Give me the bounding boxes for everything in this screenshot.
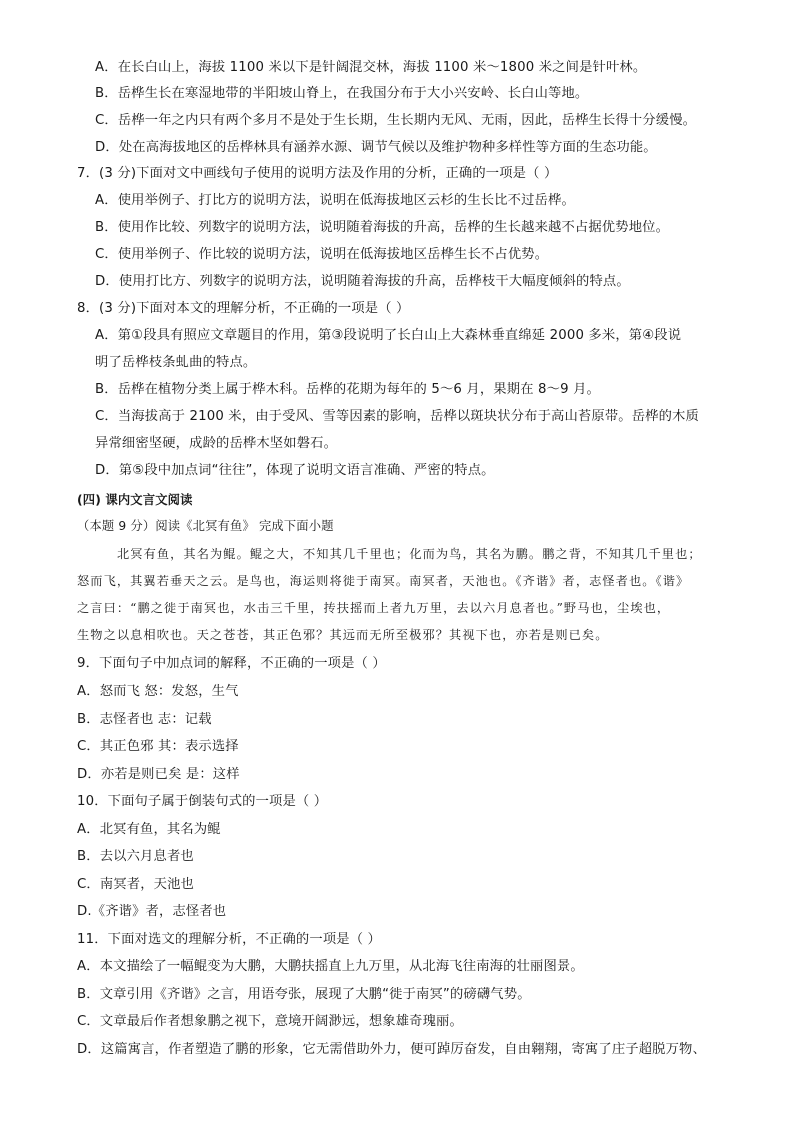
- q6-option-b: B．岳桦生长在寒湿地带的半阳坡山脊上，在我国分布于大小兴安岭、长白山等地。: [95, 86, 589, 101]
- q8-option-a: A．第①段具有照应文章题目的作用，第③段说明了长白山上大森林垂直绵延 2000 多米，第④段说: [95, 328, 682, 343]
- q8-option-a-cont: 明了岳桦枝条虬曲的特点。: [95, 355, 257, 370]
- q8-option-b: B．岳桦在植物分类上属于桦木科。岳桦的花期为每年的 5～6 月，果期在 8～9 月。: [95, 382, 600, 397]
- passage-intro: （本题 9 分）阅读《北冥有鱼》 完成下面小题: [77, 519, 334, 533]
- q11-option-a: A．本文描绘了一幅鲲变为大鹏，大鹏扶摇直上九万里，从北海飞往南海的壮丽图景。: [77, 959, 584, 974]
- q11-option-c: C．文章最后作者想象鹏之视下，意境开阔渺远，想象雄奇瑰丽。: [77, 1014, 463, 1029]
- q6-option-c: C．岳桦一年之内只有两个多月不是处于生长期，生长期内无风、无雨，因此，岳桦生长得十分缓慢。: [95, 113, 697, 128]
- q9-option-b: B．志怪者也 志：记载: [77, 712, 212, 727]
- q6-option-d: D．处在高海拔地区的岳桦林具有涵养水源、调节气候以及维护物种多样性等方面的生态功能。: [95, 140, 657, 155]
- q9-stem: 9．下面句子中加点词的解释，不正确的一项是（ ）: [77, 656, 386, 671]
- q11-option-d: D．这篇寓言，作者塑造了鹏的形象，它无需借助外力，便可踔厉奋发，自由翱翔，寄寓了庄子超脱万物、: [77, 1042, 706, 1057]
- q8-option-c: C．当海拔高于 2100 米，由于受风、雪等因素的影响，岳桦以斑块状分布于高山苔原带。岳桦的木质: [95, 409, 699, 424]
- q10-option-b: B．去以六月息者也: [77, 849, 194, 864]
- q9-option-c: C．其正色邪 其：表示选择: [77, 739, 239, 754]
- passage-line-1: 北冥有鱼，其名为鲲。鲲之大，不知其几千里也；化而为鸟，其名为鹏。鹏之背，不知其几千里也；: [117, 547, 702, 561]
- q11-stem: 11．下面对选文的理解分析，不正确的一项是（ ）: [77, 932, 381, 947]
- q8-stem: 8．(3 分)下面对本文的理解分析，不正确的一项是（ ）: [77, 301, 410, 316]
- q9-option-a: A．怒而飞 怒：发怒，生气: [77, 684, 239, 699]
- q6-option-a: A．在长白山上，海拔 1100 米以下是针阔混交林，海拔 1100 米～1800 米之间是针叶林。: [95, 60, 647, 75]
- q8-option-c-cont: 异常细密坚硬，成龄的岳桦木坚如磐石。: [95, 436, 338, 451]
- passage-line-3: 之言曰：“鹏之徙于南冥也，水击三千里，抟扶摇而上者九万里，去以六月息者也。”野马也，尘埃也，: [77, 601, 671, 615]
- section-heading: (四) 课内文言文阅读: [77, 493, 193, 507]
- q7-stem: 7．(3 分)下面对文中画线句子使用的说明方法及作用的分析，正确的一项是（ ）: [77, 166, 558, 181]
- passage-line-2: 怒而飞，其翼若垂天之云。是鸟也，海运则将徙于南冥。南冥者，天池也。《齐谐》者，志怪者也。《谐》: [77, 574, 690, 588]
- q8-option-d: D．第⑤段中加点词“往往”，体现了说明文语言准确、严密的特点。: [95, 463, 495, 478]
- q10-option-c: C．南冥者，天池也: [77, 877, 195, 892]
- q10-option-a: A．北冥有鱼，其名为鲲: [77, 822, 221, 837]
- q9-option-d: D．亦若是则已矣 是：这样: [77, 767, 240, 782]
- passage-line-4: 生物之以息相吹也。天之苍苍，其正色邪？其远而无所至极邪？其视下也，亦若是则已矣。: [77, 628, 609, 642]
- q10-option-d: D.《齐谐》者，志怪者也: [77, 904, 227, 919]
- q7-option-b: B．使用作比较、列数字的说明方法，说明随着海拔的升高，岳桦的生长越来越不占据优势地位。: [95, 220, 670, 235]
- q11-option-b: B．文章引用《齐谐》之言，用语夸张，展现了大鹏“徙于南冥”的磅礴气势。: [77, 987, 531, 1002]
- q7-option-a: A．使用举例子、打比方的说明方法，说明在低海拔地区云杉的生长比不过岳桦。: [95, 193, 575, 208]
- q7-option-c: C．使用举例子、作比较的说明方法，说明在低海拔地区岳桦生长不占优势。: [95, 247, 549, 262]
- q10-stem: 10．下面句子属于倒装句式的一项是（ ）: [77, 794, 328, 809]
- q7-option-d: D．使用打比方、列数字的说明方法，说明随着海拔的升高，岳桦枝干大幅度倾斜的特点。: [95, 274, 630, 289]
